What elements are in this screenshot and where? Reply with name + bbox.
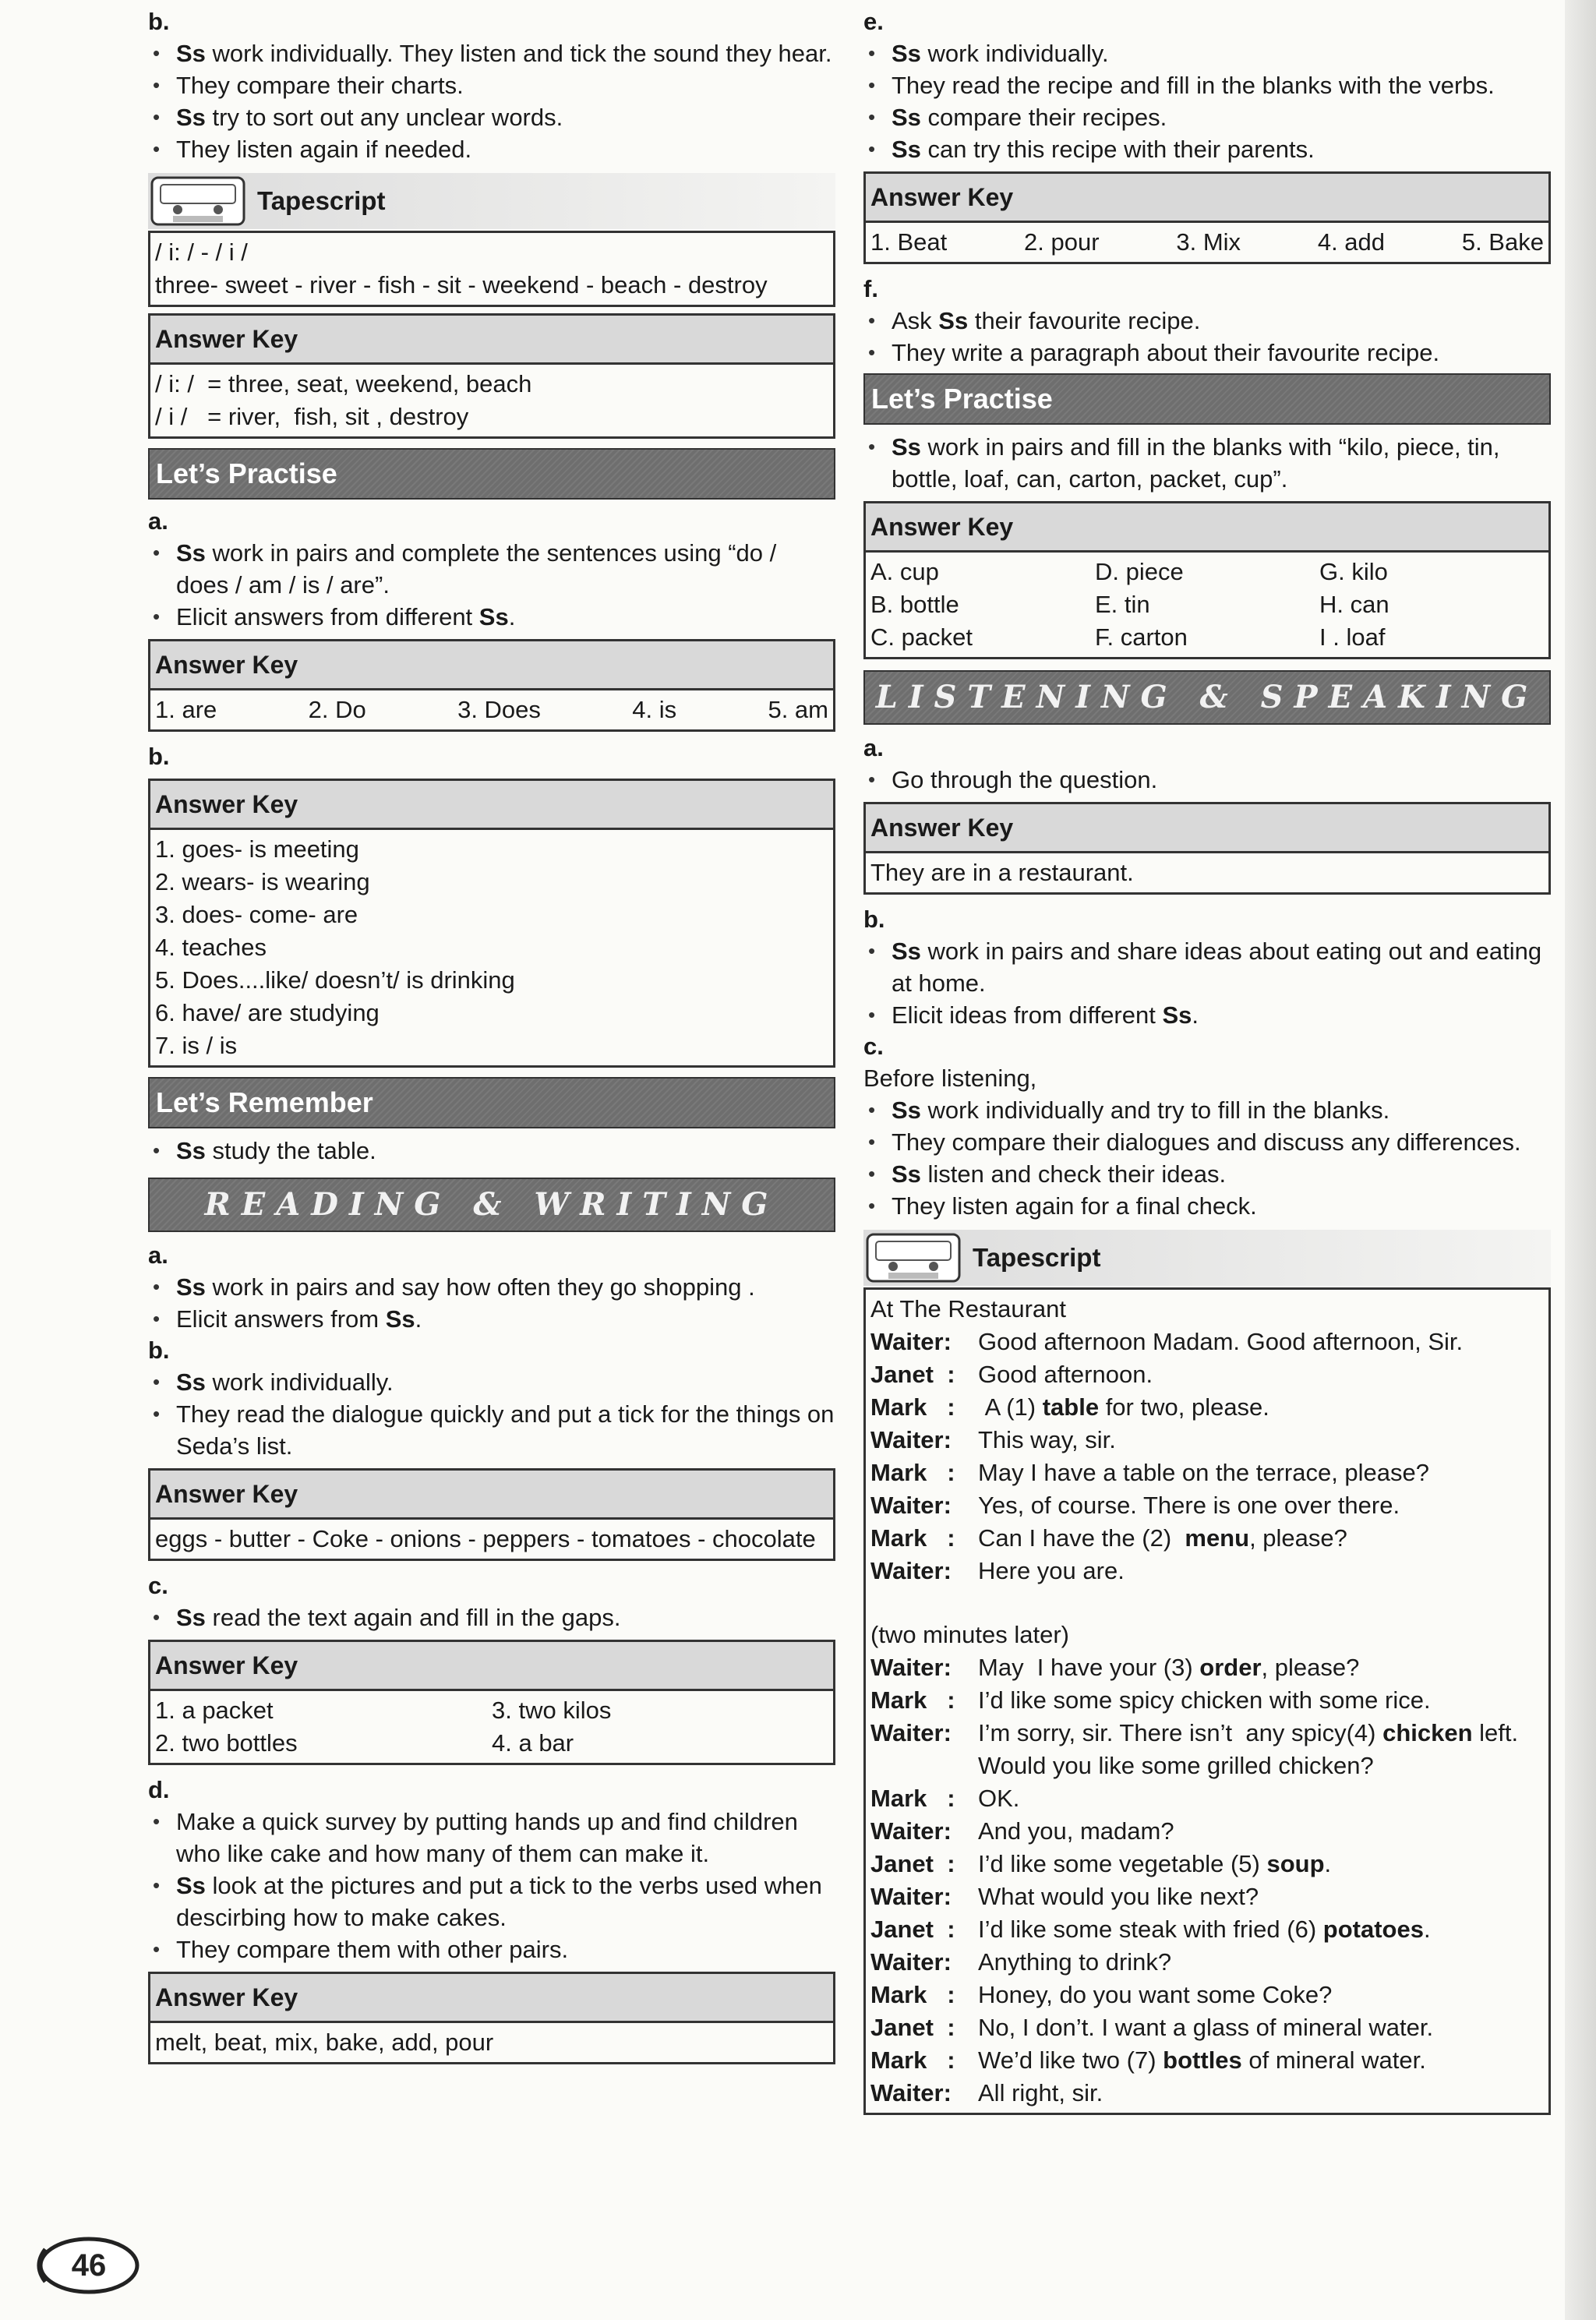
answer-key-title: Answer Key xyxy=(866,174,1548,223)
section-label: c. xyxy=(863,1033,884,1060)
dialogue-text: I’d like some steak with fried (6) potatoes. xyxy=(978,1916,1431,1943)
answer-item: 3. two kilos xyxy=(492,1697,612,1724)
bullet-list xyxy=(863,431,1551,495)
answer-line: 1. goes- is meeting xyxy=(155,835,359,863)
speaker-label: Waiter: xyxy=(870,1328,952,1355)
speaker-label: Mark : xyxy=(870,2046,955,2074)
tapescript-title: Tapescript xyxy=(257,186,386,215)
bullet-list xyxy=(148,1135,835,1167)
list-item: • Elicit answers from Ss. xyxy=(148,1303,835,1335)
answer-line: / i / = river, fish, sit , destroy xyxy=(155,403,469,430)
list-item: • Ss look at the pictures and put a tick to the verbs used when descirbing how to make cakes. xyxy=(148,1870,835,1933)
answer-key xyxy=(148,1468,835,1561)
dialogue-text: This way, sir. xyxy=(978,1426,1116,1453)
page-edge-shadow xyxy=(1565,0,1596,2320)
bullet-list xyxy=(148,37,835,165)
section-label: b. xyxy=(148,8,170,35)
answer-item: B. bottle xyxy=(870,591,959,618)
answer-item: 3. Mix xyxy=(1176,228,1241,256)
list-item: • Elicit answers from different Ss. xyxy=(148,601,835,633)
answer-key-title: Answer Key xyxy=(150,1471,833,1520)
answer-key-title: Answer Key xyxy=(150,316,833,365)
dialogue-line xyxy=(870,1815,1544,1848)
answer-word: soup xyxy=(1266,1850,1325,1877)
dialogue-line xyxy=(870,1684,1544,1717)
dialogue-text: All right, sir. xyxy=(978,2079,1103,2106)
section-label: a. xyxy=(148,1241,168,1269)
dialogue-line xyxy=(870,1979,1544,2011)
speaker-label: Waiter: xyxy=(870,1557,952,1584)
dialogue-text: A (1) table for two, please. xyxy=(978,1393,1269,1421)
answer-item: H. can xyxy=(1319,591,1389,618)
page-number: 46 xyxy=(71,2248,107,2283)
dialogue-text: I’d like some spicy chicken with some rice. xyxy=(978,1686,1431,1714)
answer-text: eggs - butter - Coke - onions - peppers - tomatoes - chocolate xyxy=(155,1525,816,1552)
section-label: a. xyxy=(148,507,168,535)
speaker-label: Waiter: xyxy=(870,1883,952,1910)
cassette-icon xyxy=(150,175,246,227)
list-item: • Ss try to sort out any unclear words. xyxy=(148,101,835,133)
answer-word: potatoes xyxy=(1322,1916,1424,1943)
answer-key xyxy=(148,639,835,732)
dialogue-line xyxy=(870,1880,1544,1913)
answer-item: I . loaf xyxy=(1319,623,1386,651)
answer-key-title: Answer Key xyxy=(150,641,833,690)
answer-line: 5. Does....like/ doesn’t/ is drinking xyxy=(155,966,515,994)
reading-writing-bar: READING & WRITING xyxy=(148,1178,835,1232)
list-item: • They compare them with other pairs. xyxy=(148,1933,835,1965)
list-item: • Ss work in pairs and say how often they go shopping . xyxy=(148,1271,835,1303)
speaker-label: Mark : xyxy=(870,1524,955,1552)
intro-text: Before listening, xyxy=(863,1065,1037,1092)
dialogue-text: May I have a table on the terrace, please? xyxy=(978,1459,1430,1486)
dialogue-line xyxy=(870,1848,1544,1880)
speaker-label: Mark : xyxy=(870,1686,955,1714)
section-label: c. xyxy=(148,1572,168,1599)
answer-key-title: Answer Key xyxy=(150,781,833,830)
tapescript-box xyxy=(863,1287,1551,2115)
answer-line: 2. wears- is wearing xyxy=(155,868,370,895)
speaker-label: Waiter: xyxy=(870,1492,952,1519)
section-label: b. xyxy=(148,1337,170,1364)
bullet-list xyxy=(148,1366,835,1462)
dialogue-line xyxy=(870,1782,1544,1815)
answer-item: 1. are xyxy=(155,696,217,723)
tapescript-title: Tapescript xyxy=(973,1243,1101,1272)
answer-line: 6. have/ are studying xyxy=(155,999,380,1026)
answer-item: C. packet xyxy=(870,623,973,651)
list-item: • Ss work in pairs and share ideas about eating out and eating at home. xyxy=(863,935,1551,999)
dialogue-heading: At The Restaurant xyxy=(870,1295,1067,1322)
answer-item: 2. pour xyxy=(1024,228,1100,256)
answer-item: 4. add xyxy=(1317,228,1386,256)
tapescript-header xyxy=(148,173,835,229)
dialogue-text: Honey, do you want some Coke? xyxy=(978,1981,1333,2008)
answer-word: table xyxy=(1042,1393,1100,1421)
lets-practise-bar: Let’s Practise xyxy=(863,373,1551,425)
answer-word: chicken xyxy=(1382,1719,1473,1746)
bullet-list xyxy=(863,1094,1551,1222)
section-label: b. xyxy=(148,743,170,770)
list-item: • They compare their charts. xyxy=(148,69,835,101)
answer-item: 3. Does xyxy=(457,696,541,723)
answer-item: 2. two bottles xyxy=(155,1729,298,1757)
speaker-label: Janet : xyxy=(870,1361,955,1388)
tapescript-header xyxy=(863,1230,1551,1286)
dialogue-line xyxy=(870,2044,1544,2077)
dialogue-line xyxy=(870,1913,1544,1946)
dialogue-text: OK. xyxy=(978,1785,1020,1812)
section-label: d. xyxy=(148,1776,170,1803)
list-item: • Ss work in pairs and fill in the blanks with “kilo, piece, tin, bottle, loaf, can, carton, packet, cup”. xyxy=(863,431,1551,495)
answer-key xyxy=(148,313,835,439)
list-item: • Go through the question. xyxy=(863,764,1551,796)
dialogue-line xyxy=(870,1555,1544,1587)
dialogue-line xyxy=(870,2077,1544,2110)
answer-item: A. cup xyxy=(870,558,939,585)
bullet-list xyxy=(148,537,835,633)
answer-item: G. kilo xyxy=(1319,558,1388,585)
dialogue-text: Yes, of course. There is one over there. xyxy=(978,1492,1400,1519)
answer-word: order xyxy=(1199,1654,1262,1681)
list-item: • Ask Ss their favourite recipe. xyxy=(863,305,1551,337)
answer-key xyxy=(863,802,1551,895)
answer-item: 1. Beat xyxy=(870,228,948,256)
speaker-label: Waiter: xyxy=(870,1426,952,1453)
tapescript-line: / i: / - / i / xyxy=(155,238,248,266)
dialogue-line xyxy=(870,1489,1544,1522)
answer-key-title: Answer Key xyxy=(150,1974,833,2023)
dialogue-text: Good afternoon. xyxy=(978,1361,1153,1388)
bullet-list xyxy=(148,1806,835,1965)
left-column xyxy=(148,6,835,2074)
section-label: f. xyxy=(863,275,878,302)
dialogue-text: We’d like two (7) bottles of mineral water. xyxy=(978,2046,1426,2074)
list-item: • Ss work individually and try to fill in the blanks. xyxy=(863,1094,1551,1126)
tapescript-box xyxy=(148,231,835,307)
speaker-label: Waiter: xyxy=(870,1948,952,1976)
list-item: • Ss work in pairs and complete the sentences using “do / does / am / is / are”. xyxy=(148,537,835,601)
speaker-label: Waiter: xyxy=(870,2079,952,2106)
answer-item: 5. Bake xyxy=(1461,228,1544,256)
speaker-label: Waiter: xyxy=(870,1654,952,1681)
listening-speaking-bar: LISTENING & SPEAKING xyxy=(863,670,1551,725)
list-item: • They compare their dialogues and discuss any differences. xyxy=(863,1126,1551,1158)
answer-line: / i: / = three, seat, weekend, beach xyxy=(155,370,532,397)
dialogue-text: May I have your (3) order, please? xyxy=(978,1654,1360,1681)
list-item: • Elicit ideas from different Ss. xyxy=(863,999,1551,1031)
list-item: • They listen again if needed. xyxy=(148,133,835,165)
answer-item: D. piece xyxy=(1095,558,1184,585)
bullet-list xyxy=(148,1601,835,1633)
list-item: • They read the recipe and fill in the blanks with the verbs. xyxy=(863,69,1551,101)
answer-key-title: Answer Key xyxy=(866,503,1548,553)
list-item: • They listen again for a final check. xyxy=(863,1190,1551,1222)
answer-key xyxy=(863,501,1551,659)
dialogue-text: No, I don’t. I want a glass of mineral water. xyxy=(978,2014,1434,2041)
dialogue-line xyxy=(870,1326,1544,1358)
tapescript-line: three- sweet - river - fish - sit - weekend - beach - destroy xyxy=(155,271,768,298)
answer-item: F. carton xyxy=(1095,623,1188,651)
speaker-label: Mark : xyxy=(870,1393,955,1421)
dialogue-line xyxy=(870,1717,1544,1782)
bullet-list xyxy=(148,1271,835,1335)
answer-word: menu xyxy=(1185,1524,1250,1552)
dialogue-line xyxy=(870,1522,1544,1555)
answer-item: 2. Do xyxy=(308,696,366,723)
speaker-label: Mark : xyxy=(870,1459,955,1486)
dialogue-text: Good afternoon Madam. Good afternoon, Sir. xyxy=(978,1328,1464,1355)
answer-key-title: Answer Key xyxy=(866,804,1548,853)
answer-key xyxy=(863,171,1551,264)
speaker-label: Waiter: xyxy=(870,1817,952,1845)
speaker-label: Waiter: xyxy=(870,1719,952,1746)
speaker-label: Janet : xyxy=(870,1916,955,1943)
list-item: • Ss study the table. xyxy=(148,1135,835,1167)
list-item: • Ss compare their recipes. xyxy=(863,101,1551,133)
list-item: • Ss listen and check their ideas. xyxy=(863,1158,1551,1190)
dialogue-text: Here you are. xyxy=(978,1557,1125,1584)
answer-word: bottles xyxy=(1163,2046,1242,2074)
speaker-label: Janet : xyxy=(870,2014,955,2041)
dialogue-text: What would you like next? xyxy=(978,1883,1259,1910)
right-column xyxy=(863,6,1551,2115)
dialogue-text: I’d like some vegetable (5) soup. xyxy=(978,1850,1332,1877)
bullet-list xyxy=(863,37,1551,165)
answer-key xyxy=(148,1972,835,2064)
speaker-label: Mark : xyxy=(870,1785,955,1812)
answer-text: They are in a restaurant. xyxy=(870,859,1134,886)
speaker-label: Janet : xyxy=(870,1850,955,1877)
list-item: • Ss work individually. They listen and tick the sound they hear. xyxy=(148,37,835,69)
dialogue-text: Anything to drink? xyxy=(978,1948,1172,1976)
section-label: a. xyxy=(863,734,884,761)
list-item: • Ss work individually. xyxy=(863,37,1551,69)
lets-remember-bar: Let’s Remember xyxy=(148,1077,835,1128)
section-label: e. xyxy=(863,8,884,35)
dialogue-text: I’m sorry, sir. There isn’t any spicy(4) chicken left. Would you like some grilled chicken? xyxy=(978,1719,1525,1779)
answer-item: 1. a packet xyxy=(155,1697,274,1724)
list-item: • Ss read the text again and fill in the gaps. xyxy=(148,1601,835,1633)
answer-line: 7. is / is xyxy=(155,1032,238,1059)
dialogue-text: Can I have the (2) menu, please? xyxy=(978,1524,1347,1552)
list-item: • They write a paragraph about their favourite recipe. xyxy=(863,337,1551,369)
list-item: • Make a quick survey by putting hands up and find children who like cake and how many of them can make it. xyxy=(148,1806,835,1870)
dialogue-text: And you, madam? xyxy=(978,1817,1174,1845)
bullet-list xyxy=(863,764,1551,796)
answer-item: 4. is xyxy=(632,696,677,723)
dialogue-note: (two minutes later) xyxy=(870,1621,1069,1648)
answer-line: 3. does- come- are xyxy=(155,901,358,928)
answer-line: 4. teaches xyxy=(155,934,267,961)
bullet-list xyxy=(863,305,1551,369)
bullet-list xyxy=(863,935,1551,1031)
dialogue-line xyxy=(870,1358,1544,1391)
answer-item: E. tin xyxy=(1095,591,1150,618)
section-label: b. xyxy=(863,906,885,933)
lets-practise-bar: Let’s Practise xyxy=(148,448,835,500)
answer-key xyxy=(148,1640,835,1765)
list-item: • Ss can try this recipe with their parents. xyxy=(863,133,1551,165)
answer-text: melt, beat, mix, bake, add, pour xyxy=(155,2029,494,2056)
answer-item: 4. a bar xyxy=(492,1729,574,1757)
cassette-icon xyxy=(865,1232,962,1284)
answer-key-title: Answer Key xyxy=(150,1642,833,1691)
dialogue-line xyxy=(870,2011,1544,2044)
dialogue-line xyxy=(870,1424,1544,1457)
page-number-badge xyxy=(31,2233,140,2297)
dialogue-line xyxy=(870,1457,1544,1489)
speaker-label: Mark : xyxy=(870,1981,955,2008)
dialogue-line xyxy=(870,1946,1544,1979)
answer-key xyxy=(148,779,835,1068)
list-item: • Ss work individually. xyxy=(148,1366,835,1398)
list-item: • They read the dialogue quickly and put a tick for the things on Seda’s list. xyxy=(148,1398,835,1462)
answer-item: 5. am xyxy=(768,696,828,723)
dialogue-line xyxy=(870,1391,1544,1424)
dialogue-line xyxy=(870,1651,1544,1684)
